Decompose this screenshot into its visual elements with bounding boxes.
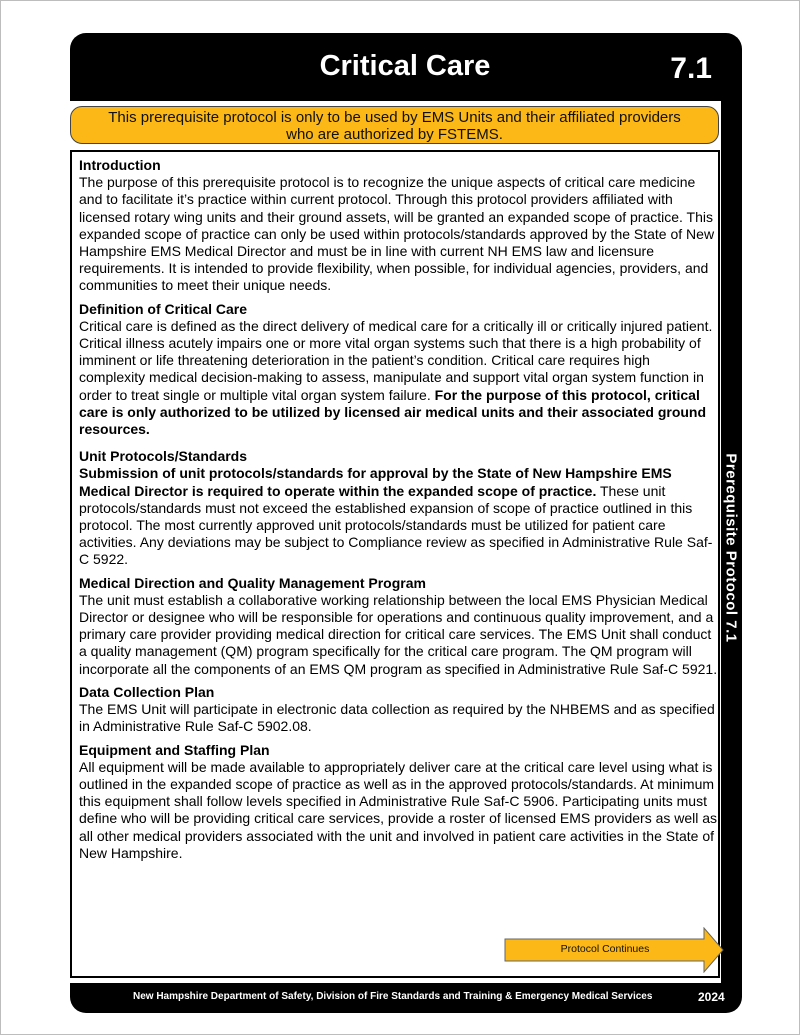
section-text: The unit must establish a collaborative working relationship between the local EMS Physician Medical Director or designee who will be responsible for operations and continuous quality improvement, and a primary care provider providing medical direction for critical care services. The EMS Unit shall conduct a quality management (QM) program specifically for the critical care program. The QM program will incorporate all the components of an EMS QM program as specified in Administrative Rule Saf-C 5921.	[79, 591, 718, 677]
section-title: Equipment and Staffing Plan	[79, 741, 270, 758]
section-equipment-staffing	[79, 742, 719, 862]
section-title: Data Collection Plan	[79, 683, 215, 700]
section-unit-protocols	[79, 448, 719, 568]
section-bold-text: Submission of unit protocols/standards for approval by the State of New Hampshire EMS Medical Director is required to operate within the expanded scope of practice.	[79, 465, 672, 499]
footer-department: New Hampshire Department of Safety, Division of Fire Standards and Training & Emergency Medical Services	[133, 991, 653, 1002]
section-title: Medical Direction and Quality Management Program	[79, 574, 426, 591]
section-introduction	[79, 157, 719, 295]
section-text: These unit protocols/standards must not exceed the established expansion of scope of practice outlined in this protocol. The most currently approved unit protocols/standards must be utilized for patient care activities. Any deviations may be subject to Compliance review as specified in Administrative Rule Saf-C 5922.	[79, 482, 713, 568]
section-data-collection	[79, 684, 719, 736]
section-text: Critical care is defined as the direct delivery of medical care for a critically ill or critically injured patient. Critical illness acutely impairs one or more vital organ systems such that there is a high probability of imminent or life threatening deterioration in the patient’s condition. Critical care requires high complexity medical decision-making to assess, manipulate and support vital organ system function in order to treat single or multiple vital organ system failure.	[79, 317, 713, 403]
section-definition	[79, 301, 719, 439]
authorization-banner	[70, 106, 719, 144]
footer-year: 2024	[698, 990, 725, 1004]
side-protocol-label: Prerequisite Protocol 7.1	[722, 453, 740, 643]
section-title: Introduction	[79, 157, 161, 173]
banner-line-1: This prerequisite protocol is only to be used by EMS Units and their affiliated providers	[108, 109, 681, 126]
section-title: Definition of Critical Care	[79, 300, 248, 317]
protocol-continues-label[interactable]: Protocol Continues	[560, 943, 650, 955]
page-title: Critical Care	[319, 50, 491, 82]
banner-line-2: who are authorized by FSTEMS.	[286, 126, 503, 143]
section-paragraph	[79, 318, 719, 438]
section-medical-direction	[79, 575, 719, 678]
protocol-content	[79, 157, 719, 868]
section-text: All equipment will be made available to appropriately deliver care at the critical care level using what is outlined in the expanded scope of practice as well as in the approved protocols/standards. At minimum this equipment shall follow levels specified in Administrative Rule Saf-C 5906. Participating units must define who will be providing critical care services, provide a roster of licensed EMS providers as well as all other medical providers associated with the unit and involved in patient care activities in the State of New Hampshire.	[79, 758, 718, 861]
section-text: The EMS Unit will participate in electronic data collection as required by the NHBEMS and as specified in Administrative Rule Saf-C 5902.08.	[79, 701, 715, 735]
section-paragraph	[79, 465, 719, 568]
section-bold-text: For the purpose of this protocol, critical care is only authorized to be utilized by licensed air medical units and their associated ground resources.	[79, 386, 707, 438]
section-text: The purpose of this prerequisite protocol is to recognize the unique aspects of critical care medicine and to facilitate it’s practice within current protocol. Through this protocol providers affiliated with licensed rotary wing units and their ground assets, will be granted an expanded scope of practice. This expanded scope of practice can only be used within protocols/standards approved by the State of New Hampshire EMS Medical Director and must be in line with current NH EMS law and licensure requirements. It is intended to provide flexibility, when possible, for individual agencies, providers, and communities to meet their unique needs.	[79, 174, 715, 294]
protocol-number: 7.1	[670, 52, 712, 85]
section-title: Unit Protocols/Standards	[79, 448, 248, 465]
